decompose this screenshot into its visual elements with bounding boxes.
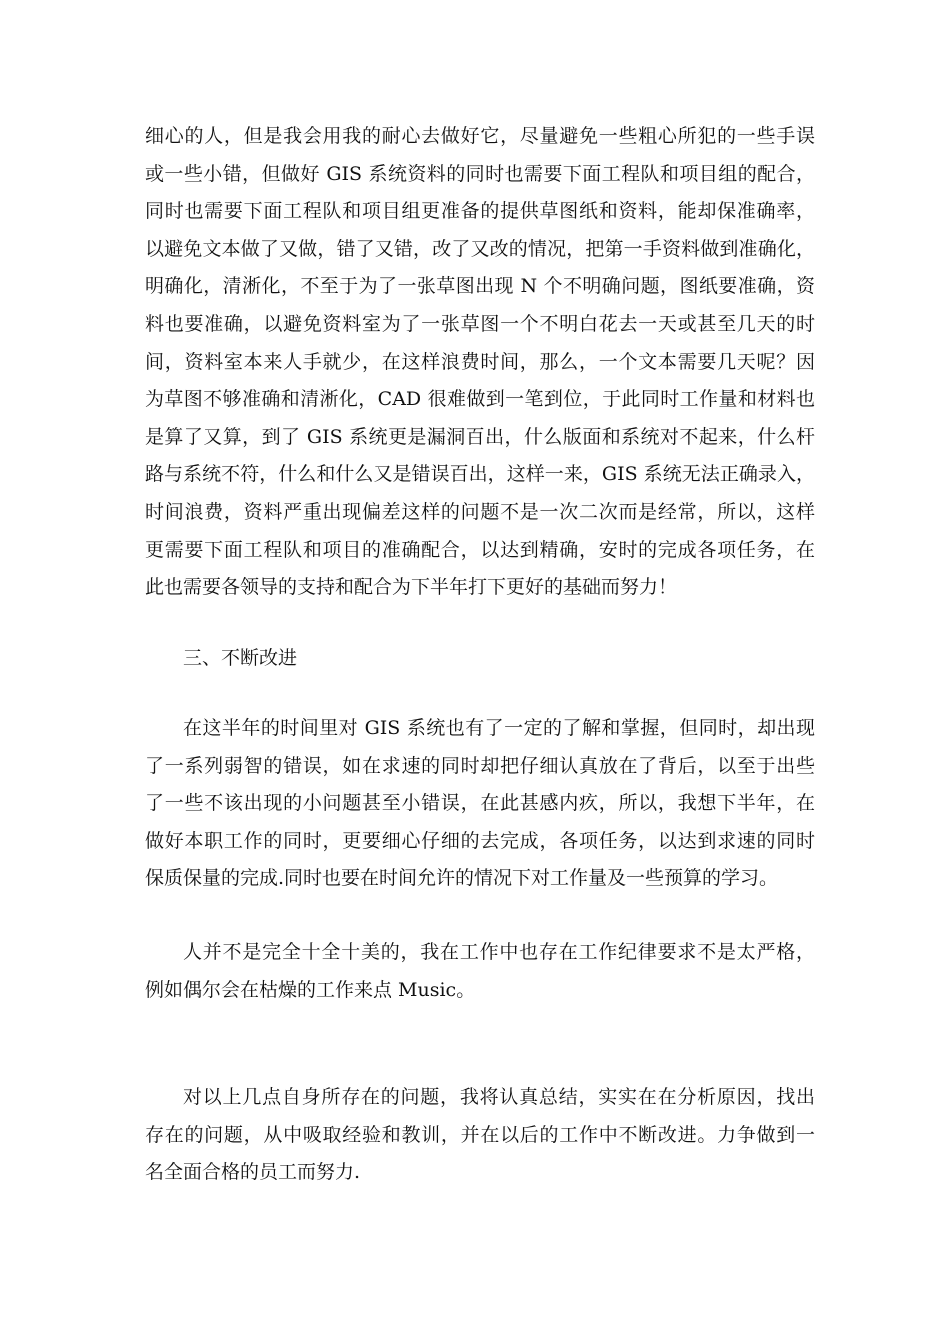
paragraph-line: 做好本职工作的同时，更要细心仔细的去完成，各项任务，以达到求速的同时 — [145, 829, 815, 852]
paragraph-2 — [145, 710, 815, 898]
paragraph-line: 对以上几点自身所存在的问题，我将认真总结，实实在在分析原因，找出 — [183, 1086, 815, 1108]
paragraph-line: 同时也需要下面工程队和项目组更准备的提供草图纸和资料，能却保准确率， — [145, 200, 815, 223]
paragraph-1 — [145, 118, 815, 607]
paragraph-line: 名全面合格的员工而努力. — [145, 1161, 361, 1184]
paragraph-line: 人并不是完全十全十美的，我在工作中也存在工作纪律要求不是太严格， — [183, 941, 815, 963]
paragraph-line: 存在的问题，从中吸取经验和教训，并在以后的工作中不断改进。力争做到一 — [145, 1123, 815, 1146]
paragraph-line: 为草图不够准确和清淅化，CAD 很难做到一笔到位，于此同时工作量和材料也 — [145, 388, 815, 411]
paragraph-line: 例如偶尔会在枯燥的工作来点 Music。 — [145, 978, 476, 1001]
paragraph-line: 路与系统不符，什么和什么又是错误百出，这样一来，GIS 系统无法正确录入， — [145, 463, 815, 486]
paragraph-line: 或一些小错，但做好 GIS 系统资料的同时也需要下面工程队和项目组的配合， — [145, 162, 815, 185]
paragraph-line: 是算了又算，到了 GIS 系统更是漏洞百出，什么版面和系统对不起来，什么杆 — [145, 425, 815, 448]
paragraph-3 — [145, 934, 815, 1009]
section-heading — [145, 640, 815, 678]
paragraph-line: 此也需要各领导的支持和配合为下半年打下更好的基础而努力！ — [145, 576, 678, 599]
paragraph-line: 以避免文本做了又做，错了又错，改了又改的情况，把第一手资料做到准确化， — [145, 237, 815, 260]
paragraph-line: 更需要下面工程队和项目的准确配合，以达到精确，安时的完成各项任务，在 — [145, 538, 815, 561]
paragraph-line: 明确化，清淅化，不至于为了一张草图出现 N 个不明确问题，图纸要准确，资 — [145, 275, 815, 298]
paragraph-line: 时间浪费，资料严重出现偏差这样的问题不是一次二次而是经常，所以，这样 — [145, 500, 815, 523]
paragraph-line: 了一些不该出现的小问题甚至小错误，在此甚感内疚，所以，我想下半年，在 — [145, 792, 815, 815]
section-heading-text: 三、不断改进 — [183, 647, 298, 669]
paragraph-line: 了一系列弱智的错误，如在求速的同时却把仔细认真放在了背后，以至于出些 — [145, 754, 815, 777]
paragraph-line: 细心的人，但是我会用我的耐心去做好它，尽量避免一些粗心所犯的一些手误 — [145, 125, 815, 147]
paragraph-line: 在这半年的时间里对 GIS 系统也有了一定的了解和掌握，但同时，却出现 — [183, 717, 815, 739]
paragraph-line: 料也要准确，以避免资料室为了一张草图一个不明白花去一天或甚至几天的时 — [145, 312, 815, 335]
paragraph-4 — [145, 1079, 815, 1192]
paragraph-line: 间，资料室本来人手就少，在这样浪费时间，那么，一个文本需要几天呢？因 — [145, 350, 815, 373]
paragraph-line: 保质保量的完成.同时也要在时间允许的情况下对工作量及一些预算的学习。 — [145, 867, 779, 890]
